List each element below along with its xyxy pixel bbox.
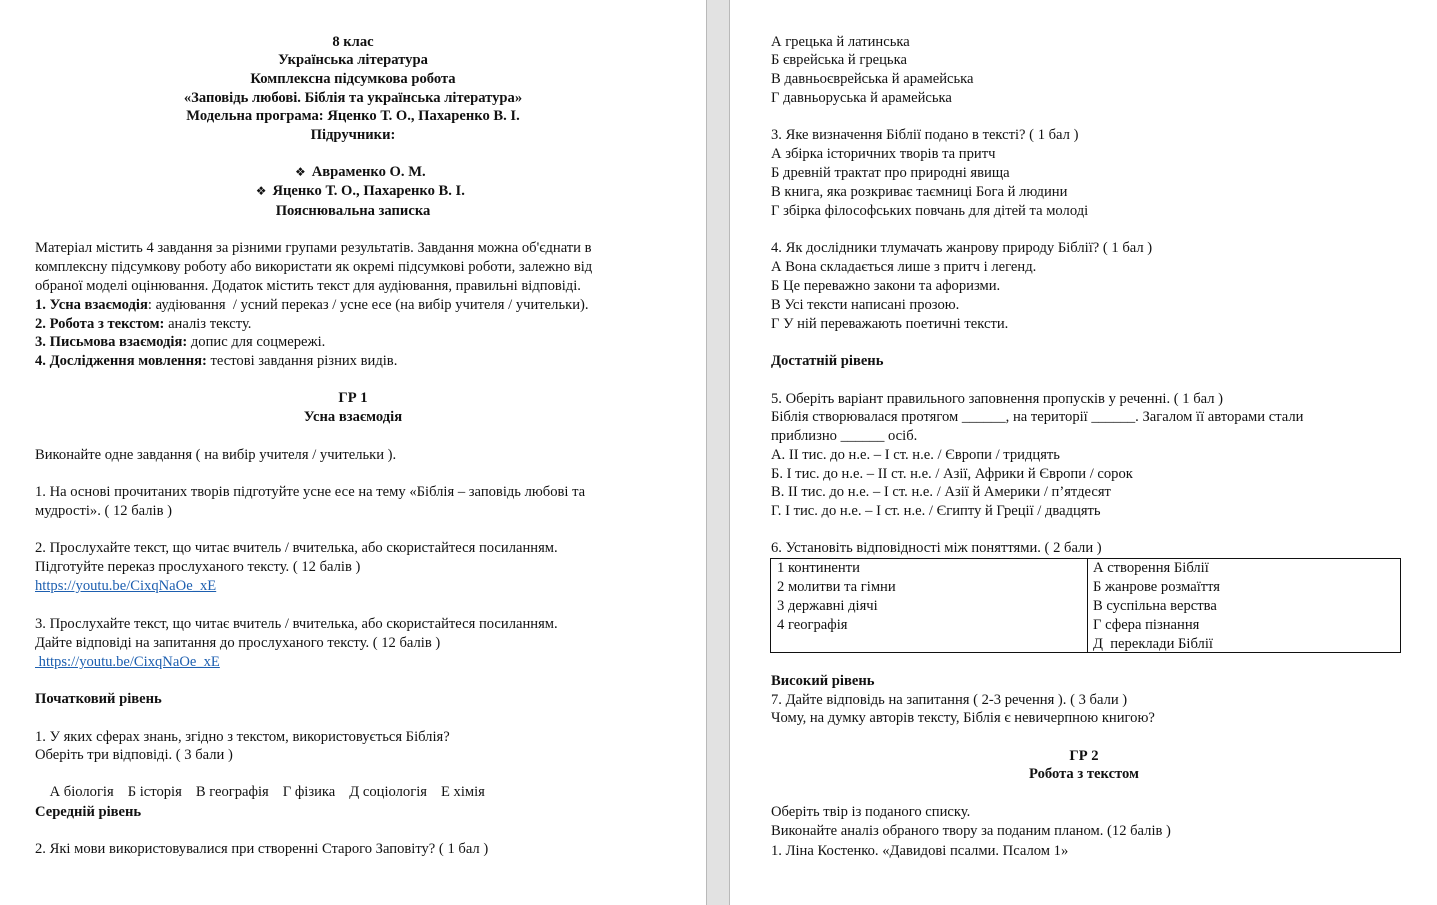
document-page-1	[0, 0, 706, 905]
q1-option: Е хімія	[440, 784, 485, 800]
note-title: Пояснювальна записка	[275, 203, 431, 219]
note-paragraph-line: Матеріал містить 4 завдання за різними групами результатів. Завдання можна об'єднати в	[35, 240, 592, 256]
work-type-heading: Комплексна підсумкова робота	[250, 71, 456, 87]
q2-option: Г давньоруська й арамейська	[771, 90, 952, 106]
q4-option: Г У ній переважають поетичні тексти.	[771, 316, 1009, 332]
matching-right-item: Д переклади Біблії	[1093, 636, 1213, 652]
matching-right-item: Б жанрове розмаїття	[1093, 579, 1221, 595]
q1-option: А біологія	[49, 784, 114, 800]
q3-question: 3. Яке визначення Біблії подано в тексті? ( 1 бал )	[771, 127, 1079, 143]
grade-heading: 8 клас	[332, 34, 374, 50]
q4-option: В Усі тексти написані прозою.	[771, 297, 960, 313]
matching-left-item: 3 державні діячі	[777, 598, 878, 614]
note-paragraph-line: обраної моделі оцінювання. Додаток містить текст для аудіювання, правильні відповіді.	[35, 278, 581, 294]
matching-right-item: А створення Біблії	[1093, 560, 1209, 576]
task2-youtube-link[interactable]: https://youtu.be/CixqNaOe_xE	[35, 578, 217, 594]
task3-youtube-link[interactable]: https://youtu.be/CixqNaOe_xE	[35, 654, 220, 670]
matching-right-item: Г сфера пізнання	[1093, 617, 1200, 633]
q3-option: Г збірка філософських повчань для дітей та молоді	[771, 203, 1089, 219]
level-high-title: Високий рівень	[771, 673, 875, 689]
gr1-task1-line: 1. На основі прочитаних творів підготуйте усне есе на тему «Біблія – заповідь любові та	[35, 484, 586, 500]
gr1-task2-line: Підготуйте переказ прослуханого тексту. ( 12 балів )	[35, 559, 361, 575]
q2-option: А грецька й латинська	[771, 34, 910, 50]
q2-option: В давньоєврейська й арамейська	[771, 71, 974, 87]
program-heading: Модельна програма: Яценко Т. О., Пахаренко В. І.	[186, 108, 520, 124]
q5-sentence-line: приблизно ______ осіб.	[771, 428, 918, 444]
q1-line: 1. У яких сферах знань, згідно з текстом, використовується Біблія?	[35, 729, 450, 745]
subject-heading: Українська література	[278, 52, 428, 68]
q3-option: А збірка історичних творів та притч	[771, 146, 996, 162]
gr2-line: Виконайте аналіз обраного твору за поданим планом. (12 балів )	[771, 823, 1171, 839]
q7-question: 7. Дайте відповідь на запитання ( 2-3 речення ). ( 3 бали )	[771, 692, 1128, 708]
q5-option: А. II тис. до н.е. – I ст. н.е. / Європи / тридцять	[771, 447, 1060, 463]
q3-option: Б древній трактат про природні явища	[771, 165, 1010, 181]
gr1-task1-line: мудрості». ( 12 балів )	[35, 503, 173, 519]
group-item-3: 3. Письмова взаємодія: допис для соцмережі.	[35, 334, 326, 350]
matching-left-item: 4 географія	[777, 617, 848, 633]
q1-option: Г фізика	[282, 784, 336, 800]
note-paragraph-line: комплексну підсумкову роботу або використати як окремі підсумкові роботи, залежно від	[35, 259, 593, 275]
page-gutter	[706, 0, 730, 905]
gr2-title: ГР 2	[1069, 748, 1099, 764]
q6-question: 6. Установіть відповідності між поняттями. ( 2 бали )	[771, 540, 1102, 556]
gr1-instruction: Виконайте одне завдання ( на вибір учителя / учительки ).	[35, 447, 397, 463]
gr1-subtitle: Усна взаємодія	[303, 409, 403, 425]
textbook-item: ❖ Яценко Т. О., Пахаренко В. І.	[255, 183, 465, 199]
q7-text: Чому, на думку авторів тексту, Біблія є невичерпною книгою?	[771, 710, 1155, 726]
gr2-line: Оберіть твір із поданого списку.	[771, 804, 971, 820]
q5-question: 5. Оберіть варіант правильного заповнення пропусків у реченні. ( 1 бал )	[771, 391, 1224, 407]
matching-table-right-column	[1087, 559, 1400, 652]
level-initial-title: Початковий рівень	[35, 691, 162, 707]
gr2-line: 1. Ліна Костенко. «Давидові псалми. Псалом 1»	[771, 843, 1069, 859]
q5-option: В. II тис. до н.е. – I ст. н.е. / Азії й Америки / п’ятдесят	[771, 484, 1111, 500]
q5-option: Б. I тис. до н.е. – II ст. н.е. / Азії, Африки й Європи / сорок	[771, 466, 1133, 482]
topic-heading: «Заповідь любові. Біблія та українська література»	[183, 90, 523, 106]
q1-option: Д соціологія	[349, 784, 427, 800]
q4-question: 4. Як дослідники тлумачать жанрову природу Біблії? ( 1 бал )	[771, 240, 1153, 256]
q2-option: Б єврейська й грецька	[771, 52, 907, 68]
q4-option: Б Це переважно закони та афоризми.	[771, 278, 1001, 294]
gr1-task3-line: Дайте відповіді на запитання до прослуханого тексту. ( 12 балів )	[35, 635, 441, 651]
matching-right-item: В суспільна верства	[1093, 598, 1217, 614]
q1-option: Б історія	[127, 784, 182, 800]
gr2-subtitle: Робота з текстом	[1029, 766, 1139, 782]
diamond-bullet-icon: ❖	[255, 184, 267, 198]
matching-left-item: 2 молитви та гімни	[777, 579, 896, 595]
textbook-item: ❖ Авраменко О. М.	[294, 164, 426, 180]
document-page-2	[731, 0, 1437, 905]
matching-table-left-column	[771, 559, 1088, 652]
diamond-bullet-icon: ❖	[294, 165, 306, 179]
group-item-4: 4. Дослідження мовлення: тестові завдання різних видів.	[35, 353, 398, 369]
q1-line: Оберіть три відповіді. ( 3 бали )	[35, 747, 233, 763]
group-item-2: 2. Робота з текстом: аналіз тексту.	[35, 316, 252, 332]
gr1-task2-line: 2. Прослухайте текст, що читає вчитель / вчителька, або скористайтеся посиланням.	[35, 540, 558, 556]
group-item-1: 1. Усна взаємодія: аудіювання / усний переказ / усне есе (на вибір учителя / учительки).	[35, 297, 589, 313]
q2-question: 2. Які мови використовувалися при створенні Старого Заповіту? ( 1 бал )	[35, 841, 489, 857]
matching-left-item: 1 континенти	[777, 560, 860, 576]
gr1-title: ГР 1	[338, 390, 368, 406]
level-sufficient-title: Достатній рівень	[771, 353, 884, 369]
q5-sentence-line: Біблія створювалася протягом ______, на території ______. Загалом її авторами стали	[771, 409, 1304, 425]
textbooks-label: Підручники:	[310, 127, 396, 143]
level-middle-title: Середній рівень	[35, 804, 142, 820]
matching-table	[770, 558, 1401, 653]
q5-option: Г. I тис. до н.е. – I ст. н.е. / Єгипту й Греції / двадцять	[771, 503, 1101, 519]
q1-option: В географія	[195, 784, 269, 800]
q1-options	[35, 765, 499, 800]
gr1-task3-line: 3. Прослухайте текст, що читає вчитель / вчителька, або скористайтеся посиланням.	[35, 616, 558, 632]
q3-option: В книга, яка розкриває таємниці Бога й людини	[771, 184, 1068, 200]
q4-option: А Вона складається лише з притч і легенд.	[771, 259, 1037, 275]
